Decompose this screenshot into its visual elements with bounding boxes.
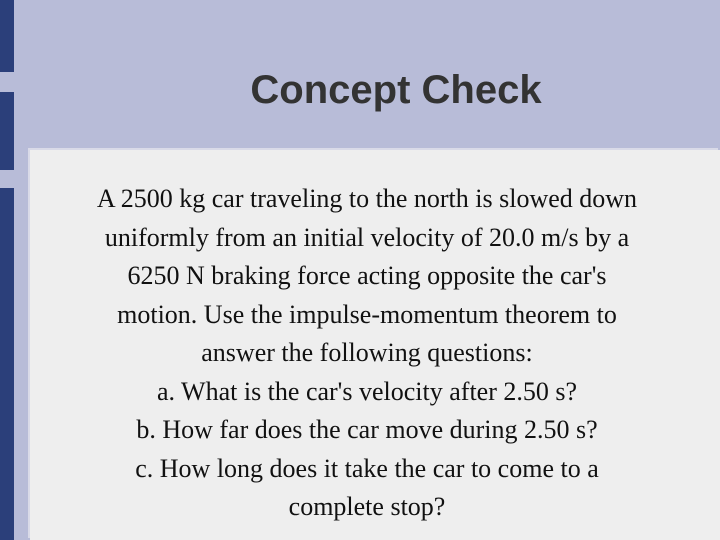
body-line: answer the following questions: <box>201 338 533 367</box>
question-a: a. What is the car's velocity after 2.50 s? <box>156 376 578 406</box>
body-line: 6250 N braking force acting opposite the car's <box>127 261 607 290</box>
question-b: b. How far does the car move during 2.50 s? <box>136 415 598 444</box>
question-c-continued: complete stop? <box>288 492 446 521</box>
slide-body <box>0 180 720 527</box>
body-line: motion. Use the impulse-momentum theorem to <box>117 299 617 329</box>
body-line: uniformly from an initial velocity of 20.0 m/s by a <box>104 222 630 252</box>
question-c: c. How long does it take the car to come to a <box>135 453 599 483</box>
left-accent-bar-top <box>0 0 14 72</box>
slide-title: Concept Check <box>250 68 542 112</box>
body-line: A 2500 kg car traveling to the north is slowed down <box>96 184 638 213</box>
